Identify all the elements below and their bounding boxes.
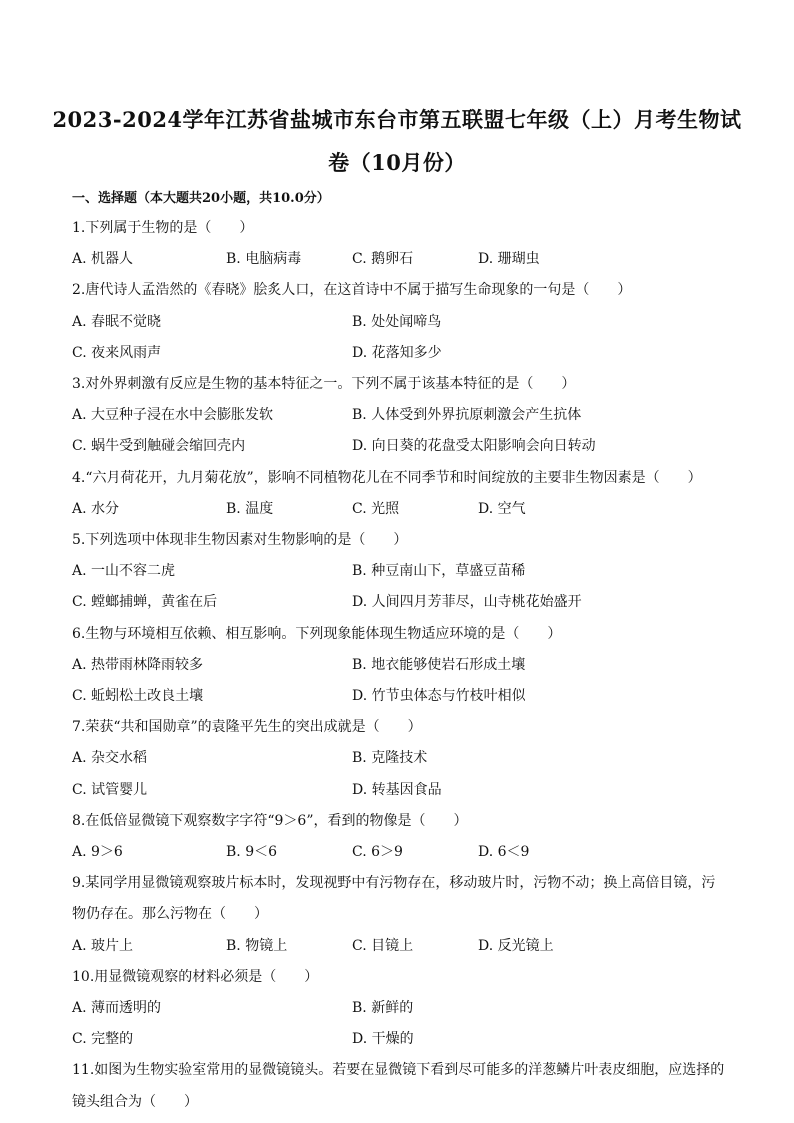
question-4-option-c: C. 光照 [352,500,400,517]
question-7-option-a: A. 杂交水稻 [72,750,148,767]
question-4-option-d: D. 空气 [478,500,526,517]
question-2-option-d: D. 花落知多少 [352,344,442,361]
question-3-stem: 3.对外界刺激有反应是生物的基本特征之一。下列不属于该基本特征的是（ ） [72,376,576,392]
question-9-stem: 物仍存在。那么污物在（ ） [72,906,268,923]
question-6-option-d: D. 竹节虫体态与竹枝叶相似 [352,688,526,704]
question-7-option-b: B. 克隆技术 [352,750,428,767]
question-9-option-c: C. 目镜上 [352,937,414,954]
question-2-stem: 2.唐代诗人孟浩然的《春晓》脍炙人口，在这首诗中不属于描写生命现象的一句是（ ） [72,282,632,299]
section-heading: 一、选择题（本大题共20小题，共10.0分） [72,191,330,206]
question-10-option-b: B. 新鲜的 [352,1000,414,1016]
question-8-option-c: C. 6＞9 [352,844,403,860]
question-11-stem: 11.如图为生物实验室常用的显微镜镜头。若要在显微镜下看到尽可能多的洋葱鳞片叶表皮细胞，应选择的 [72,1062,725,1079]
doc-title-line-2: 卷（10月份） [328,150,466,175]
doc-title-line-1: 2023-2024学年江苏省盐城市东台市第五联盟七年级（上）月考生物试 [52,107,742,132]
question-7-stem: 7.荣获“共和国勋章”的袁隆平先生的突出成就是（ ） [72,719,422,736]
question-7-option-d: D. 转基因食品 [352,781,442,798]
question-9-option-b: B. 物镜上 [226,937,288,954]
question-6-option-b: B. 地衣能够使岩石形成土壤 [352,656,526,673]
question-5-option-c: C. 螳螂捕蝉，黄雀在后 [72,594,218,611]
question-8-option-a: A. 9＞6 [72,844,123,860]
question-10-stem: 10.用显微镜观察的材料必须是（ ） [72,968,319,985]
question-1-option-c: C. 鹅卵石 [352,251,414,268]
question-9-stem: 9.某同学用显微镜观察玻片标本时，发现视野中有污物存在，移动玻片时，污物不动；换上高倍目镜，污 [72,875,716,892]
question-3-option-d: D. 向日葵的花盘受太阳影响会向日转动 [352,438,596,455]
question-3-option-b: B. 人体受到外界抗原刺激会产生抗体 [352,407,582,424]
question-10-option-c: C. 完整的 [72,1031,134,1048]
question-11-stem: 镜头组合为（ ） [72,1093,198,1110]
question-3-option-c: C. 蜗牛受到触碰会缩回壳内 [72,438,246,455]
question-9-option-a: A. 玻片上 [72,937,134,954]
question-6-option-c: C. 蚯蚓松土改良土壤 [72,688,204,704]
question-9-option-d: D. 反光镜上 [478,937,554,954]
question-5-option-d: D. 人间四月芳菲尽，山寺桃花始盛开 [352,594,582,611]
question-4-stem: 4.“六月荷花开，九月菊花放”，影响不同植物花儿在不同季节和时间绽放的主要非生物因素是（ ） [72,469,702,486]
question-1-stem: 1.下列属于生物的是（ ） [72,220,254,236]
question-2-option-b: B. 处处闻啼鸟 [352,313,442,330]
question-6-option-a: A. 热带雨林降雨较多 [72,656,204,673]
question-5-option-a: A. 一山不容二虎 [72,563,176,580]
question-10-option-d: D. 干燥的 [352,1031,414,1048]
question-3-option-a: A. 大豆种子浸在水中会膨胀发软 [72,407,274,424]
question-1-option-b: B. 电脑病毒 [226,251,302,268]
question-2-option-c: C. 夜来风雨声 [72,344,162,361]
question-4-option-a: A. 水分 [72,500,120,517]
question-5-stem: 5.下列选项中体现非生物因素对生物影响的是（ ） [72,532,408,548]
question-8-option-d: D. 6＜9 [478,844,530,860]
question-5-option-b: B. 种豆南山下，草盛豆苗稀 [352,563,526,580]
question-7-option-c: C. 试管婴儿 [72,781,148,798]
question-1-option-d: D. 珊瑚虫 [478,251,540,268]
question-6-stem: 6.生物与环境相互依赖、相互影响。下列现象能体现生物适应环境的是（ ） [72,625,562,642]
question-10-option-a: A. 薄而透明的 [72,1000,162,1016]
question-2-option-a: A. 春眠不觉晓 [72,313,162,330]
question-4-option-b: B. 温度 [226,500,274,517]
question-8-stem: 8.在低倍显微镜下观察数字字符“9＞6”，看到的物像是（ ） [72,812,468,829]
question-1-option-a: A. 机器人 [72,251,134,268]
question-8-option-b: B. 9＜6 [226,844,278,860]
